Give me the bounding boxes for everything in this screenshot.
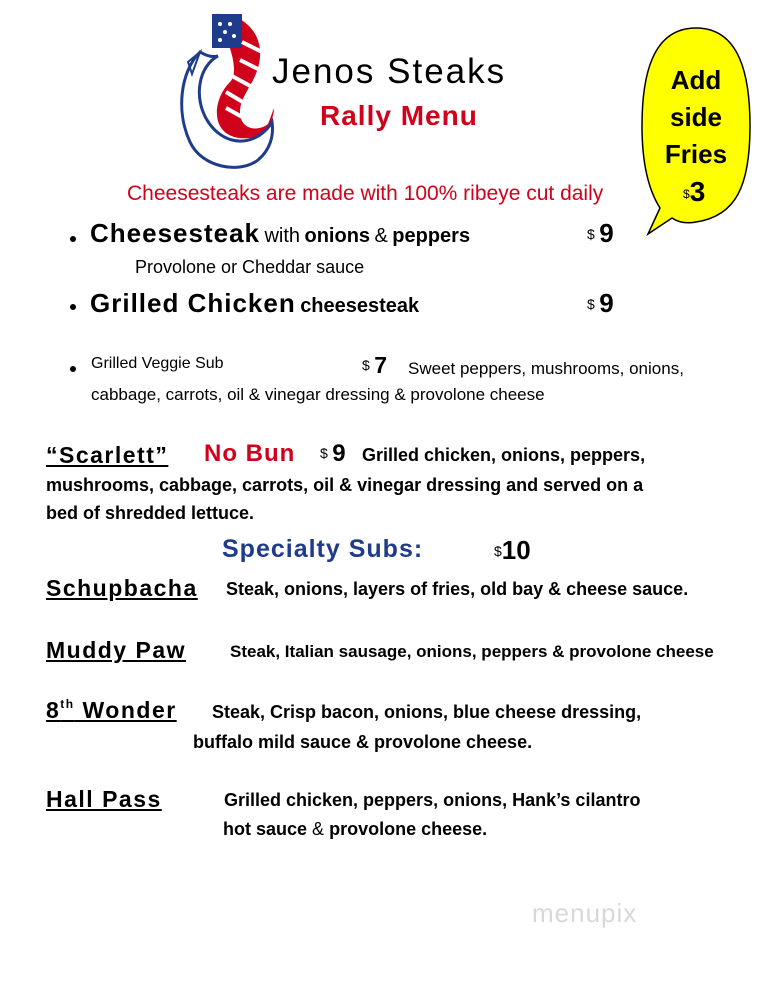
- sub-hall-pass-name: Hall Pass: [46, 786, 162, 812]
- sub-8th-wonder-name: [46, 697, 177, 724]
- cheesesteak-onions: onions: [304, 225, 371, 247]
- sub-muddy-paw-name: Muddy Paw: [46, 637, 187, 663]
- scarlett-desc-line2: mushrooms, cabbage, carrots, oil & vinegar dressing and served on a: [46, 475, 644, 495]
- scarlett-price: [320, 440, 346, 468]
- currency-symbol: $: [587, 296, 595, 312]
- restaurant-title: Jenos Steaks: [272, 52, 507, 91]
- scarlett-name: “Scarlett”: [46, 442, 169, 468]
- menu-subtitle: Rally Menu: [320, 100, 478, 131]
- fries-price-value: 3: [689, 176, 706, 207]
- chicken-price: [587, 288, 614, 319]
- veggie-desc-line1: Sweet peppers, mushrooms, onions,: [408, 359, 684, 378]
- cheesesteak-amp: &: [374, 225, 388, 247]
- sub-8th-wonder-desc-line2: buffalo mild sauce & provolone cheese.: [193, 732, 533, 752]
- flag-hook-logo-icon: [170, 12, 278, 172]
- cheesesteak-name: Cheesesteak: [90, 218, 260, 248]
- chicken-item: [90, 288, 419, 319]
- specialty-price-value: 10: [501, 535, 531, 565]
- fries-callout-text: [640, 62, 752, 173]
- sub-8th-number: 8: [46, 697, 61, 723]
- specialty-price: [494, 535, 531, 566]
- cheesesteak-price: [587, 218, 614, 249]
- bullet: [70, 304, 76, 310]
- sub-schupbacha-name: Schupbacha: [46, 575, 198, 601]
- sub-schupbacha-desc: Steak, onions, layers of fries, old bay & cheese sauce.: [226, 579, 689, 599]
- cheesesteak-item: [90, 218, 470, 249]
- currency-symbol: $: [683, 187, 690, 201]
- cheesesteak-sauce-note: Provolone or Cheddar sauce: [135, 257, 365, 277]
- cheesesteak-peppers: peppers: [392, 225, 471, 247]
- hall-pass-provolone: provolone cheese.: [329, 819, 488, 839]
- sub-8th-suffix: th: [60, 697, 75, 711]
- hall-pass-amp: &: [312, 819, 325, 839]
- scarlett-desc-line1: Grilled chicken, onions, peppers,: [362, 445, 646, 465]
- veggie-name: Grilled Veggie Sub: [91, 355, 224, 372]
- currency-symbol: $: [587, 226, 595, 242]
- hall-pass-hot-sauce: hot sauce: [223, 819, 308, 839]
- scarlett-no-bun-badge: No Bun: [204, 440, 296, 467]
- currency-symbol: $: [320, 445, 328, 461]
- bullet: [70, 236, 76, 242]
- sub-8th-wonder-desc-line1: Steak, Crisp bacon, onions, blue cheese dressing,: [212, 702, 642, 722]
- sub-muddy-paw-desc: Steak, Italian sausage, onions, peppers & provolone cheese: [230, 642, 714, 661]
- scarlett-desc-line3: bed of shredded lettuce.: [46, 503, 255, 523]
- sub-hall-pass-desc-line1: Grilled chicken, peppers, onions, Hank’s cilantro: [224, 790, 641, 810]
- cheesesteak-with: with: [264, 225, 301, 247]
- chicken-price-value: 9: [599, 288, 614, 318]
- ribeye-tagline: Cheesesteaks are made with 100% ribeye cut daily: [127, 182, 604, 205]
- scarlett-price-value: 9: [332, 440, 346, 467]
- sub-hall-pass-desc-line2: [223, 819, 487, 840]
- veggie-price-value: 7: [374, 352, 388, 378]
- cheesesteak-price-value: 9: [599, 218, 614, 248]
- callout-line-side: side: [669, 102, 723, 132]
- currency-symbol: $: [494, 543, 502, 559]
- sub-8th-wonder-word: Wonder: [82, 697, 177, 723]
- specialty-subs-heading: Specialty Subs:: [222, 535, 424, 563]
- callout-line-fries: Fries: [664, 139, 728, 169]
- chicken-suffix: cheesesteak: [300, 295, 420, 317]
- bullet: [70, 366, 76, 372]
- menupix-watermark: menupix: [532, 898, 638, 928]
- currency-symbol: $: [362, 357, 370, 373]
- callout-line-add: Add: [670, 65, 722, 95]
- veggie-price: [362, 352, 387, 379]
- veggie-desc-line2: cabbage, carrots, oil & vinegar dressing & provolone cheese: [91, 385, 545, 404]
- chicken-name: Grilled Chicken: [90, 288, 296, 318]
- fries-price: [683, 176, 705, 208]
